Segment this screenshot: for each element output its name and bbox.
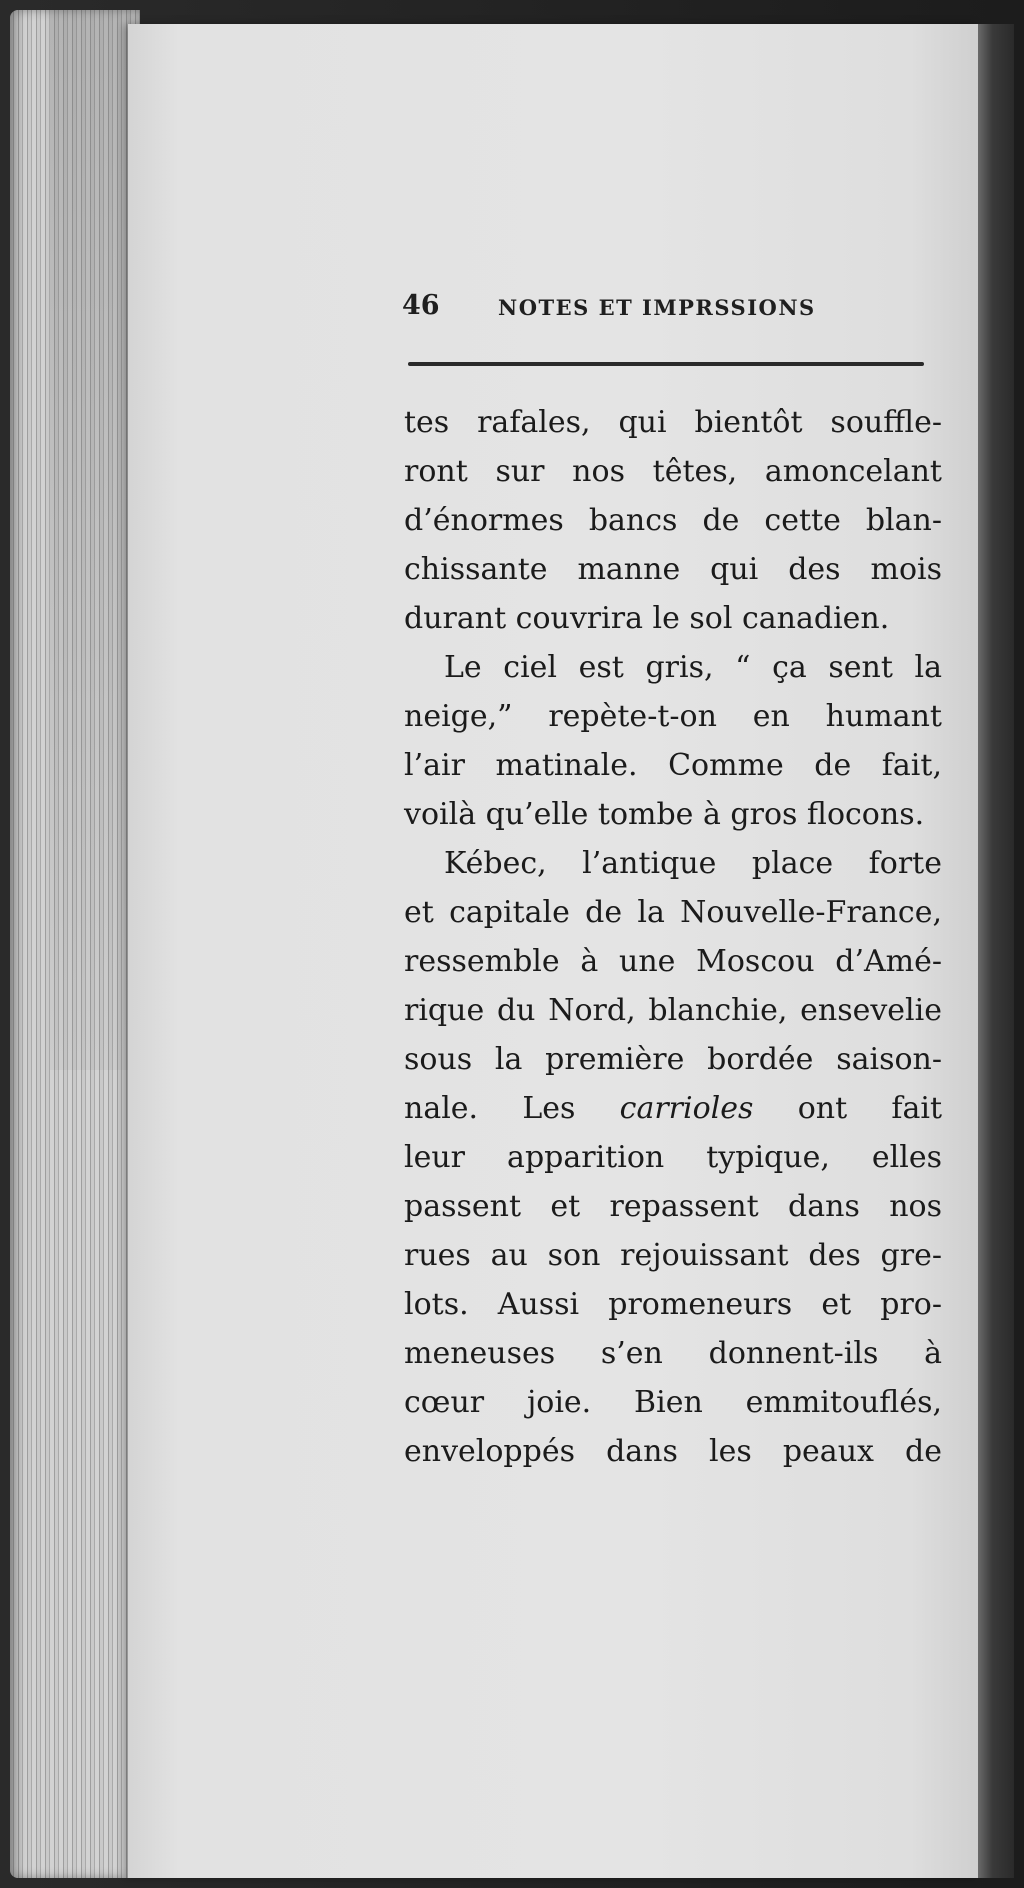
text-line: lots. Aussi promeneurs et pro- [404,1287,942,1322]
text-line [404,1084,942,1133]
book-page-edges [10,10,140,1878]
text-line: neige,” repète-t-on en humant [404,699,942,734]
running-title: NOTES ET IMPRSSIONS [498,295,816,320]
text-line: enveloppés dans les peaux de [404,1434,942,1469]
text-line: meneuses s’en donnent-ils à [404,1336,942,1371]
body-text [404,398,942,1476]
text-line: d’énormes bancs de cette blan- [404,503,942,538]
text-line: Kébec, l’antique place forte [444,846,942,881]
text-line: voilà qu’elle tombe à gros flocons. [404,797,925,832]
text-line: leur apparition typique, elles [404,1140,942,1175]
text-line: Le ciel est gris, “ ça sent la [444,650,942,685]
text-line: sous la première bordée saison- [404,1042,942,1077]
text-line: chissante manne qui des mois [404,552,942,587]
text-line: et capitale de la Nouvelle-France, [404,895,942,930]
text-line: cœur joie. Bien emmitouflés, [404,1385,942,1420]
scan-right-edge [978,24,1014,1878]
page-number: 46 [402,290,440,321]
italic-word: carrioles [619,1091,754,1126]
text-line: l’air matinale. Comme de fait, [404,748,942,783]
text-line: rues au son rejouissant des gre- [404,1238,942,1273]
text-fragment: nale. Les [404,1091,576,1126]
text-line: ressemble à une Moscou d’Amé- [404,944,942,979]
text-line: tes rafales, qui bientôt souffle- [404,405,942,440]
text-fragment: ont fait [797,1091,943,1126]
text-line: durant couvrira le sol canadien. [404,601,890,636]
text-line: rique du Nord, blanchie, ensevelie [404,993,942,1028]
running-head [402,290,832,326]
header-rule [408,362,924,366]
text-line: passent et repassent dans nos [404,1189,942,1224]
text-line: ront sur nos têtes, amoncelant [404,454,942,489]
